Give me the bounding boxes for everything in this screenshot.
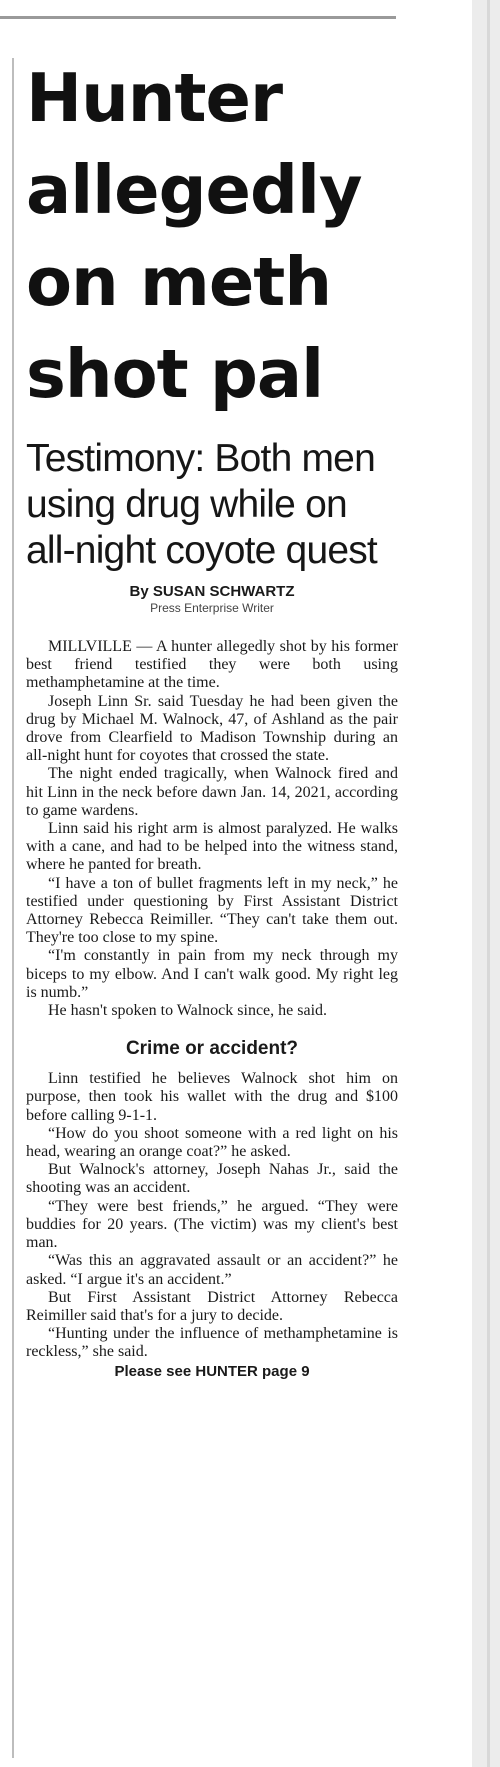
- body-paragraph: Linn said his right arm is almost paralyzed. He walks with a cane, and had to be helped into the witness stand, where he panted for breath.: [26, 820, 398, 874]
- body-paragraph: Joseph Linn Sr. said Tuesday he had been given the drug by Michael M. Walnock, 47, of Ashland as the pair drove from Clearfield to Madison Township during an all-night hunt for coyotes that crossed the state.: [26, 692, 398, 765]
- body-paragraph: He hasn't spoken to Walnock since, he said.: [48, 1002, 328, 1020]
- top-rule: [0, 16, 396, 19]
- body-paragraph: “They were best friends,” he argued. “They were buddies for 20 years. (The victim) was my client's best man.: [26, 1197, 398, 1252]
- byline: By SUSAN SCHWARTZ: [129, 583, 295, 600]
- byline-role: Press Enterprise Writer: [150, 601, 274, 615]
- article: [26, 52, 398, 1381]
- page-edge: [472, 0, 500, 1767]
- body-paragraph: Linn testified he believes Walnock shot him on purpose, then took his wallet with the drug and $100 before calling 9-1-1.: [26, 1070, 398, 1124]
- body-paragraph: “Hunting under the influence of methamphetamine is reckless,” she said.: [26, 1325, 398, 1361]
- jump-line: Please see HUNTER page 9: [114, 1362, 310, 1380]
- subhead: Testimony: Both men using drug while on all-night coyote quest: [26, 437, 377, 572]
- body-paragraph: MILLVILLE — A hunter allegedly shot by his former best friend testified they were both using methamphetamine at the time.: [26, 638, 398, 692]
- body-paragraph: “Was this an aggravated assault or an accident?” he asked. “I argue it's an accident.”: [26, 1252, 398, 1288]
- column-rule: [12, 58, 14, 1758]
- body-paragraph: But Walnock's attorney, Joseph Nahas Jr., said the shooting was an accident.: [26, 1161, 398, 1197]
- article-body: [26, 638, 398, 1381]
- page-edge-shadow: [487, 0, 490, 1767]
- body-paragraph: “I'm constantly in pain from my neck through my biceps to my elbow. And I can't walk good. My right leg is numb.”: [26, 947, 398, 1001]
- headline: Hunter allegedly on meth shot pal: [26, 59, 362, 413]
- body-paragraph: But First Assistant District Attorney Rebecca Reimiller said that's for a jury to decide.: [26, 1288, 398, 1324]
- body-paragraph: “How do you shoot someone with a red light on his head, wearing an orange coat?” he asked.: [26, 1124, 398, 1161]
- body-paragraph: The night ended tragically, when Walnock fired and hit Linn in the neck before dawn Jan. 14, 2021, according to game wardens.: [26, 765, 398, 819]
- body-paragraph: “I have a ton of bullet fragments left in my neck,” he testified under questioning by First Assistant District Attorney Rebecca Reimiller. “They can't take them out. They're too close to my spine.: [26, 874, 398, 947]
- crosshead: Crime or accident?: [125, 1038, 299, 1060]
